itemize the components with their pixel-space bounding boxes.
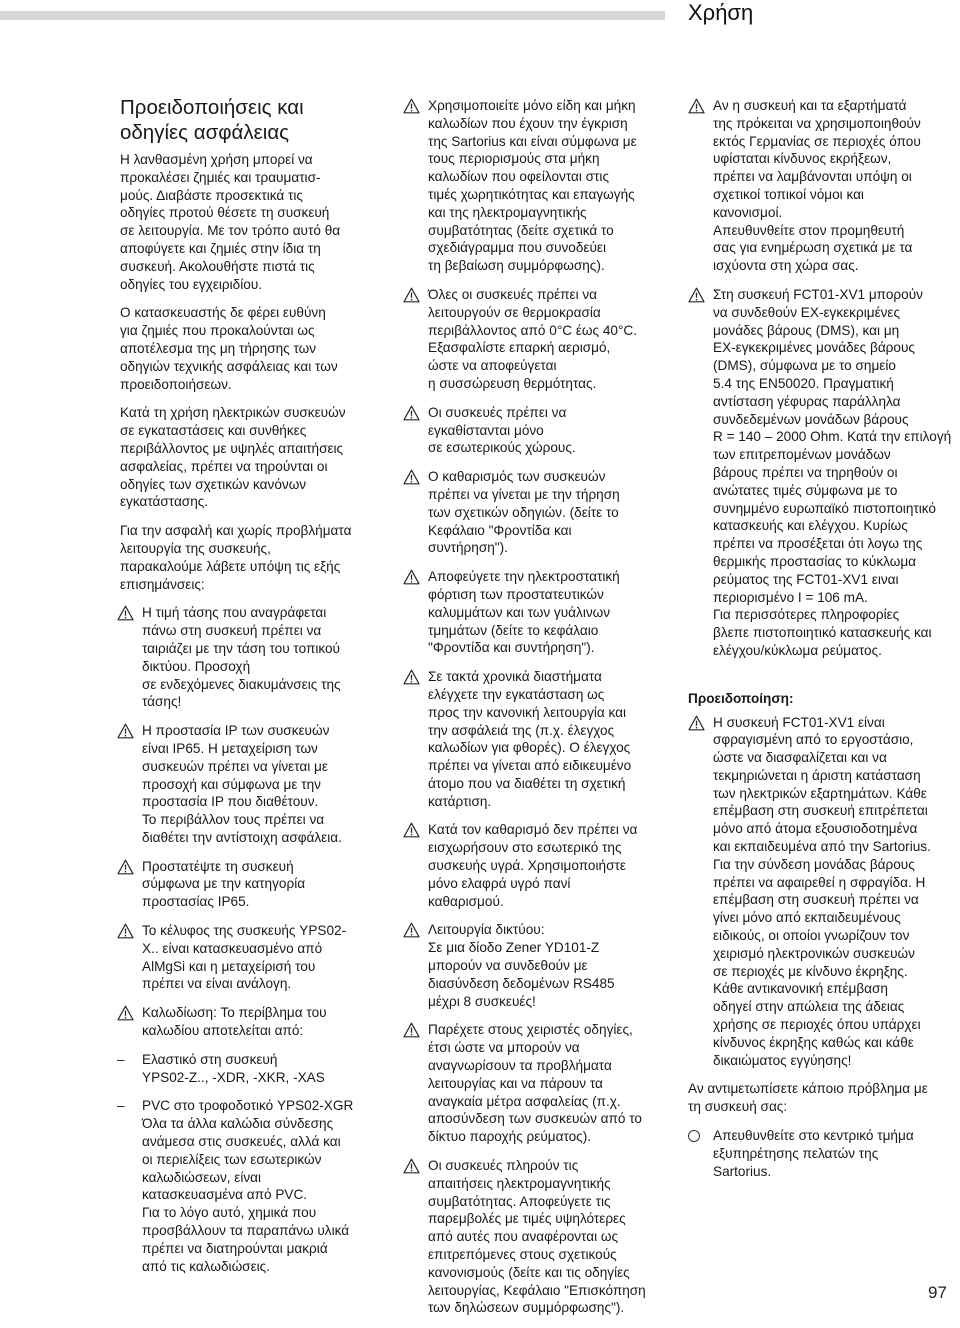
- text-line: οδηγίες προτού θέσετε τη συσκευή: [120, 205, 330, 221]
- text-line: Η συσκευή FCT01-XV1 είναι: [713, 714, 885, 730]
- text-line: εγκατάστασης.: [120, 494, 209, 510]
- text-line: ταιριάζει με την τάση του τοπικού: [142, 640, 340, 656]
- text-line: Ελαστικό στη συσκευή: [142, 1051, 278, 1067]
- text-line: συμβατότητας. Αποφεύγετε τις: [428, 1193, 611, 1209]
- text-line: Στη συσκευή FCT01-XV1 μπορούν: [713, 286, 923, 302]
- liability-paragraph: [120, 304, 382, 393]
- text-line: σε ενδεχόμενες διακυμάνσεις της: [142, 676, 341, 692]
- text-line: λειτουργούν σε θερμοκρασία: [428, 304, 601, 320]
- text-line: παρακαλούμε λάβετε υπόψη τις εξής: [120, 558, 341, 574]
- text-line: τη συσκευή σας:: [688, 1099, 788, 1115]
- text-line: βάρους πρέπει να τηρηθούν οι: [713, 464, 898, 480]
- text-line: Το κέλυφος της συσκευής YPS02-: [142, 923, 347, 939]
- text-line: επισημάνσεις:: [120, 576, 205, 592]
- warning-item: [117, 722, 382, 847]
- text-line: απαιτήσεις ηλεκτρομαγνητικής: [428, 1175, 611, 1191]
- text-line: η συσσώρευση θερμότητας.: [428, 375, 597, 391]
- warning-list: [403, 97, 665, 1317]
- text-line: της πρόκειται να χρησιμοποιηθούν: [713, 115, 921, 131]
- warning-icon: [403, 98, 420, 114]
- text-line: οδηγίες των σχετικών κανόνων: [120, 476, 307, 492]
- text-line: καθαρισμού.: [428, 893, 504, 909]
- text-line: Εξασφαλίστε επαρκή αερισμό,: [428, 340, 611, 356]
- text-line: κατασκευής και ελέγχου. Κυρίως: [713, 518, 908, 534]
- text-line: διαθέτει την αντίστοιχη ασφάλεια.: [142, 829, 342, 845]
- warning-icon: [403, 569, 420, 585]
- text-line: μέχρι 8 συσκευές!: [428, 993, 536, 1009]
- warning-icon: [403, 669, 420, 685]
- text-line: εγκαθίστανται μόνο: [428, 422, 544, 438]
- text-line: ώστε να διασφαλίζεται και να: [713, 750, 887, 766]
- warning-item: [117, 1004, 382, 1040]
- text-line: Καλωδίωση: Το περίβλημα του: [142, 1005, 327, 1021]
- notes-intro-paragraph: [120, 522, 382, 593]
- page-number: 97: [928, 1283, 947, 1302]
- text-line: γίνει μόνο από εκπαιδευμένους: [713, 910, 901, 926]
- text-line: και της ηλεκτρομαγνητικής: [428, 204, 587, 220]
- text-line: τμημάτων (δείτε το κεφάλαιο: [428, 622, 599, 638]
- text-line: προειδοποιήσεων.: [120, 376, 232, 392]
- text-line: συμβατότητας (δείτε σχετικά το: [428, 222, 614, 238]
- text-line: προσβάλλουν τα παραπάνω υλικά: [142, 1223, 350, 1239]
- text-line: Sartorius.: [713, 1163, 772, 1179]
- text-line: Προστατέψτε τη συσκευή: [142, 858, 294, 874]
- text-line: αναγνωρίσουν τα προβλήματα: [428, 1058, 612, 1074]
- text-line: Λειτουργία δικτύου:: [428, 922, 545, 938]
- text-line: χρήσης σε περιοχές όπου υπάρχει: [713, 1017, 921, 1033]
- text-line: προκαλέσει ζημιές και τραυματισ-: [120, 169, 321, 185]
- text-line: μόνο ελαφρά υγρό πανί: [428, 875, 571, 891]
- dash-list-item: [117, 1097, 382, 1275]
- text-line: Προειδοποιήσεις και: [120, 96, 304, 119]
- warning-icon: [117, 723, 134, 739]
- text-line: των επιτρεπομένων μονάδων: [713, 447, 891, 463]
- warning-icon: [688, 287, 705, 303]
- warning-icon: [403, 469, 420, 485]
- text-line: θερμικής προστασίας το κύκλωμα: [713, 553, 917, 569]
- text-line: επέμβαση στη συσκευή επιτρέπεται: [713, 803, 928, 819]
- text-line: οδηγεί στην απώλεια της άδειας: [713, 999, 905, 1015]
- text-line: "Φροντίδα και συντήρηση").: [428, 640, 595, 656]
- warning-icon: [403, 405, 420, 421]
- text-line: οι περιελίξεις των εσωτερικών: [142, 1151, 322, 1167]
- text-line: πρέπει να λαμβάνονται υπόψη οι: [713, 169, 912, 185]
- text-line: σύμφωνα με την κατηγορία: [142, 876, 306, 892]
- text-line: είναι IP65. Η μεταχείριση των: [142, 740, 318, 756]
- text-line: δίκτυο παροχής ρεύματος).: [428, 1129, 592, 1145]
- text-line: καλυμμάτων και των γυάλινων: [428, 604, 611, 620]
- installation-paragraph: [120, 404, 382, 511]
- warning-item: [688, 97, 960, 275]
- text-line: έτσι ώστε να μπορούν να: [428, 1040, 580, 1056]
- text-line: (DMS), σύμφωνα με το σημείο: [713, 358, 896, 374]
- text-line: αποσύνδεση των συσκευών από το: [428, 1111, 642, 1127]
- text-line: σχεδιάγραμμα που συνοδεύει: [428, 240, 606, 256]
- warning-icon: [688, 715, 705, 731]
- text-line: συσκευής υγρά. Χρησιμοποιήστε: [428, 858, 626, 874]
- text-line: προστασίας IP65.: [142, 894, 250, 910]
- column-2: [403, 97, 665, 1328]
- contact-item: [688, 1127, 960, 1180]
- text-line: Χρησιμοποιείτε μόνο είδη και μήκη: [428, 98, 636, 113]
- text-line: των ηλεκτρικών εξαρτημάτων. Κάθε: [713, 785, 927, 801]
- text-line: οδηγιών τεχνικής ασφάλειας και των: [120, 358, 338, 374]
- text-line: ρεύματος της FCT01-XV1 ειναι: [713, 571, 899, 587]
- text-line: σε εσωτερικούς χώρους.: [428, 440, 576, 456]
- text-line: Όλες οι συσκευές πρέπει να: [428, 286, 598, 302]
- warning-list: [688, 97, 960, 660]
- section-title: Χρήση: [688, 0, 754, 25]
- text-line: συνημμένο ευρωπαϊκό πιστοποιητικό: [713, 500, 936, 516]
- contact-text: [713, 1127, 960, 1180]
- text-line: πρέπει να διατηρούνται μακριά: [142, 1240, 328, 1256]
- text-line: PVC στο τροφοδοτικό YPS02-XGR: [142, 1098, 354, 1114]
- text-line: αντίσταση γέφυρας παράλληλα: [713, 393, 901, 409]
- text-line: Η τιμή τάσης που αναγράφεται: [142, 605, 327, 621]
- text-line: Αν αντιμετωπίσετε κάποιο πρόβλημα με: [688, 1081, 928, 1097]
- warning-icon: [403, 822, 420, 838]
- warning-item: [688, 286, 960, 660]
- warning-item: [403, 921, 665, 1010]
- warning-item: [403, 97, 665, 275]
- text-line: EX-εγκεκριμένες μονάδες βάρους: [713, 340, 915, 356]
- text-line: Όλα τα άλλα καλώδια σύνδεσης: [142, 1116, 334, 1132]
- text-line: επιτρεπόμενες στους σχετικούς: [428, 1247, 617, 1263]
- text-line: τους περιορισμούς στα μήκη: [428, 151, 600, 167]
- text-line: καλωδιώσεων, είναι: [142, 1169, 262, 1185]
- warning-item: [403, 568, 665, 657]
- dash-marker: –: [117, 1098, 125, 1114]
- text-line: Η λανθασμένη χρήση μπορεί να: [120, 152, 313, 167]
- text-line: λειτουργίας και να πάρουν τα: [428, 1075, 603, 1091]
- text-line: φόρτιση των προστατευτικών: [428, 586, 604, 602]
- text-line: Σε μια δίοδο Zener YD101-Z: [428, 940, 600, 956]
- header-bar: [0, 11, 665, 20]
- problem-paragraph: [688, 1080, 960, 1116]
- text-line: Οι συσκευές πρέπει να: [428, 404, 567, 420]
- warning-icon: [117, 859, 134, 875]
- warning-icon: [117, 1005, 134, 1021]
- text-line: R = 140 – 2000 Ohm. Κατά την επιλογή: [713, 429, 952, 445]
- text-line: κανονισμούς (δείτε και τις οδηγίες: [428, 1264, 630, 1280]
- text-line: λειτουργία της συσκευής,: [120, 540, 271, 556]
- text-line: Ο κατασκευαστής δε φέρει ευθύνη: [120, 305, 326, 321]
- text-line: Αν η συσκευή και τα εξαρτήματά: [713, 98, 907, 113]
- text-line: πρέπει να προσέξεται ότι λογω της: [713, 536, 923, 552]
- text-line: λειτουργίας, Κεφάλαιο "Επισκόπηση: [428, 1282, 646, 1298]
- warning-item: [403, 468, 665, 557]
- warning-item: [117, 858, 382, 911]
- text-line: Για το λόγο αυτό, χημικά που: [142, 1205, 317, 1221]
- text-line: καλωδίων που έχουν την έγκριση: [428, 115, 628, 131]
- text-line: συντήρηση").: [428, 540, 508, 556]
- column-3: [688, 97, 960, 1180]
- text-line: εκτός Γερμανίας σε περιοχές όπου: [713, 133, 921, 149]
- text-line: μπορούν να συνδεθούν με: [428, 958, 588, 974]
- text-line: σας για ενημέρωση σχετικά με τα: [713, 240, 913, 256]
- warning-item: [403, 1021, 665, 1146]
- text-line: Οι συσκευές πληρούν τις: [428, 1158, 579, 1174]
- text-line: διασύνδεση δεδομένων RS485: [428, 975, 615, 991]
- text-line: κατασκευασμένα από PVC.: [142, 1187, 308, 1203]
- text-line: συσκευών πρέπει να γίνεται με: [142, 758, 328, 774]
- text-line: κατάρτιση.: [428, 793, 492, 809]
- warning-icon: [117, 605, 134, 621]
- text-line: ισχύοντα στη χώρα σας.: [713, 258, 859, 274]
- warning-item: [403, 668, 665, 810]
- text-line: Κεφάλαιο "Φροντίδα και: [428, 522, 572, 538]
- text-line: μούς. Διαβάστε προσεκτικά τις: [120, 187, 303, 203]
- text-line: προσοχή και σύμφωνα με την: [142, 776, 321, 792]
- text-line: καλωδίου αποτελείται από:: [142, 1023, 304, 1039]
- text-line: Για την ασφαλή και χωρίς προβλήματα: [120, 523, 352, 539]
- warning-list: [688, 714, 960, 1070]
- text-line: εξυπηρέτησης πελατών της: [713, 1145, 879, 1161]
- warning-icon: [688, 98, 705, 114]
- text-line: πρέπει να είναι ανάλογη.: [142, 976, 292, 992]
- text-line: και εκπαιδευμένα από την Sartorius.: [713, 839, 931, 855]
- text-line: Η προστασία IP των συσκευών: [142, 723, 330, 739]
- text-line: δικτύου. Προσοχή: [142, 658, 251, 674]
- text-line: X.. είναι κατασκευασμένο από: [142, 940, 323, 956]
- text-line: σχετικοί τοπικοί νόμοι και: [713, 186, 864, 202]
- warning-item: [403, 404, 665, 457]
- text-line: AlMgSi και η μεταχείρισή του: [142, 958, 316, 974]
- warning-icon: [403, 287, 420, 303]
- text-line: κίνδυνος έκρηξης καθώς και κάθε: [713, 1034, 914, 1050]
- text-line: συσκευή. Ακολουθήστε πιστά τις: [120, 258, 315, 274]
- text-line: της Sartorius και είναι σύμφωνα με: [428, 133, 637, 149]
- text-line: κανονισμοί.: [713, 204, 783, 220]
- text-line: οδηγίες ασφάλειας: [120, 121, 290, 144]
- text-line: καλωδίων για φθορές). Ο έλεγχος: [428, 740, 631, 756]
- text-line: περιβάλλοντος από 0°C έως 40°C.: [428, 322, 637, 338]
- text-line: πρέπει να γίνεται από ειδικευμένο: [428, 758, 632, 774]
- dash-list-item: [117, 1051, 382, 1087]
- text-line: Κάθε αντικανονική επέμβαση: [713, 981, 888, 997]
- warning-icon: [403, 1158, 420, 1174]
- text-line: για ζημιές που προκαλούνται ως: [120, 323, 315, 339]
- text-line: YPS02-Z.., -XDR, -XKR, -XAS: [142, 1069, 325, 1085]
- warning-list: [120, 604, 382, 1040]
- text-line: ασφαλείας, πρέπει να τηρούνται οι: [120, 458, 328, 474]
- text-line: αναγκαία μέτρα ασφαλείας (π.χ.: [428, 1093, 621, 1109]
- text-line: Για περισσότερες πληροφορίες: [713, 607, 900, 623]
- text-line: άτομο που να διαθέτει τη σχετική: [428, 775, 626, 791]
- text-line: Απευθυνθείτε στον προμηθευτή: [713, 222, 905, 238]
- text-line: Παρέχετε στους χειριστές οδηγίες,: [428, 1022, 633, 1038]
- text-line: σε περιοχές με κίνδυνο έκρηξης.: [713, 963, 908, 979]
- text-line: τη βεβαίωση συμμόρφωσης).: [428, 258, 605, 274]
- text-line: αποτέλεσμα της μη τήρησης των: [120, 340, 317, 356]
- text-line: πάνω στη συσκευή πρέπει να: [142, 623, 322, 639]
- warning-item: [403, 821, 665, 910]
- text-line: αποφύγετε και ζημιές στην ίδια τη: [120, 240, 321, 256]
- text-line: ειδικούς, οι οποίοι γνωρίζουν τον: [713, 928, 910, 944]
- text-line: τάσης!: [142, 694, 182, 710]
- text-line: τεκμηριώνεται η άριστη κατάσταση: [713, 767, 921, 783]
- text-line: παρεμβολές με τιμές υψηλότερες: [428, 1211, 626, 1227]
- warning-item: [117, 604, 382, 711]
- text-line: καλωδίων που οφείλονται στις: [428, 169, 609, 185]
- text-line: επέμβαση στη συσκευή πρέπει να: [713, 892, 919, 908]
- text-line: ελέγχου/κύκλωμα ρεύματος.: [713, 642, 882, 658]
- text-line: από τις καλωδιώσεις.: [142, 1258, 270, 1274]
- text-line: Αποφεύγετε την ηλεκτροστατική: [428, 569, 620, 585]
- text-line: να συνδεθούν EX-εγκεκριμένες: [713, 304, 901, 320]
- text-line: τιμές χωρητικότητας και επαγωγής: [428, 186, 635, 202]
- warning-icon: [117, 923, 134, 939]
- text-line: ώστε να αποφεύγεται: [428, 358, 557, 374]
- text-line: περιορισμένο I = 106 mA.: [713, 589, 868, 605]
- warning-icon: [403, 922, 420, 938]
- text-line: Το περιβάλλον τους πρέπει να: [142, 812, 325, 828]
- warning-item: [688, 714, 960, 1070]
- text-line: σε λειτουργία. Με τον τρόπο αυτό θα: [120, 223, 341, 239]
- text-line: οδηγίες του εγχειριδίου.: [120, 276, 263, 292]
- warning-item: [403, 286, 665, 393]
- warning-item: [117, 922, 382, 993]
- warning-item: [403, 1157, 665, 1317]
- text-line: πρέπει να γίνεται με την τήρηση: [428, 486, 620, 502]
- text-line: των δηλώσεων συμμόρφωσης").: [428, 1300, 625, 1316]
- text-line: υφίσταται κίνδυνος εκρήξεων,: [713, 151, 892, 167]
- intro-paragraph: [120, 151, 382, 293]
- text-line: εισχωρήσουν στο εσωτερικό της: [428, 840, 622, 856]
- warning-icon: [403, 1022, 420, 1038]
- text-line: προστασία IP που διαθέτουν.: [142, 794, 319, 810]
- text-line: Κατά τη χρήση ηλεκτρικών συσκευών: [120, 405, 346, 421]
- text-line: Ο καθαρισμός των συσκευών: [428, 469, 606, 485]
- text-line: μόνο από άτομα εξουσιοδοτημένα: [713, 821, 918, 837]
- text-line: μονάδες βάρους (DMS), και μη: [713, 322, 900, 338]
- text-line: των σχετικών οδηγιών. (δείτε το: [428, 504, 619, 520]
- material-list: [117, 1051, 382, 1276]
- text-line: προς την κανονική λειτουργία και: [428, 704, 627, 720]
- warning-heading: Προειδοποίηση:: [688, 690, 794, 706]
- text-line: Κατά τον καθαρισμό δεν πρέπει να: [428, 822, 638, 838]
- text-line: την ασφάλειά της (π.χ. έλεγχος: [428, 722, 615, 738]
- text-line: πρέπει να αφαιρεθεί η σφραγίδα. Η: [713, 874, 926, 890]
- text-line: σφραγισμένη από το εργοστάσιο,: [713, 732, 914, 748]
- text-line: περιβάλλοντος με υψηλές απαιτήσεις: [120, 440, 344, 456]
- text-line: χειρισμό ηλεκτρονικών συσκευών: [713, 945, 915, 961]
- column-1: [117, 95, 382, 1286]
- text-line: ελέγχετε την εγκατάσταση ως: [428, 686, 605, 702]
- page-title: [120, 95, 382, 145]
- dash-marker: –: [117, 1051, 125, 1067]
- text-line: Σε τακτά χρονικά διαστήματα: [428, 669, 602, 685]
- bullet-circle-icon: [688, 1130, 700, 1142]
- text-line: 5.4 της EN50020. Πραγματική: [713, 375, 894, 391]
- text-line: βλεπε πιστοποιητικό κατασκευής και: [713, 625, 932, 641]
- text-line: συνδεδεμένων μονάδων βάρους: [713, 411, 909, 427]
- text-line: Για την σύνδεση μονάδας βάρους: [713, 856, 915, 872]
- text-line: δικαιώματος εγγύησης!: [713, 1052, 852, 1068]
- text-line: ανώτατες τιμές σύμφωνα με το: [713, 482, 898, 498]
- text-line: από αυτές που αναφέρονται ως: [428, 1229, 619, 1245]
- text-line: σε εγκαταστάσεις και συνθήκες: [120, 423, 307, 439]
- text-line: Απευθυνθείτε στο κεντρικό τμήμα: [713, 1128, 914, 1144]
- text-line: ανάμεσα στις συσκευές, αλλά και: [142, 1134, 341, 1150]
